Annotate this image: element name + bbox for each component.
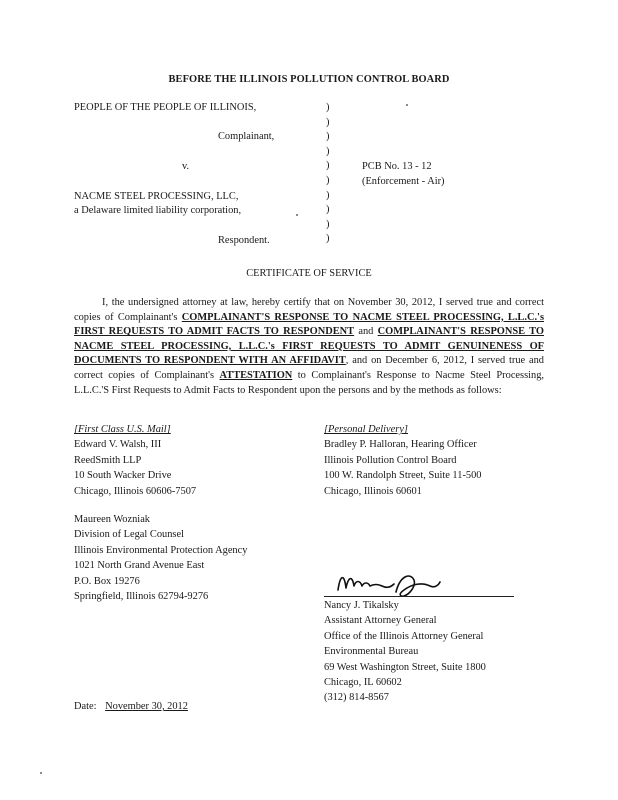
- signature-line: [324, 596, 514, 597]
- address-line: Division of Legal Counsel: [74, 529, 184, 541]
- signature-block: [324, 598, 486, 706]
- address-line: Springfield, Illinois 62794-9276: [74, 591, 209, 603]
- paren: ): [326, 204, 330, 216]
- page-title: BEFORE THE ILLINOIS POLLUTION CONTROL BOARD: [168, 74, 450, 85]
- signer-name: Nancy J. Tikalsky: [324, 600, 399, 611]
- address-line: 10 South Wacker Drive: [74, 470, 172, 482]
- case-number: PCB No. 13 - 12: [362, 161, 432, 172]
- paren: ): [326, 160, 330, 172]
- service-recipient-left-2: [74, 512, 247, 604]
- caption-versus: v.: [182, 161, 190, 172]
- scan-speck: [406, 104, 408, 106]
- document-title-3: ATTESTATION: [219, 369, 293, 381]
- date-line: [74, 700, 188, 713]
- address-line: Bradley P. Halloran, Hearing Officer: [324, 439, 477, 451]
- paren: ): [326, 131, 330, 143]
- address-line: P.O. Box 19276: [74, 575, 140, 587]
- body-outro: to Complainant's Response to Nacme Steel Processing, L.L.C.'S First Requests to Admit Facts to Respondent upon the persons and by the methods as follows:: [74, 369, 544, 396]
- signer-line: Environmental Bureau: [324, 646, 419, 658]
- paren: ): [326, 174, 330, 186]
- address-line: Edward V. Walsh, III: [74, 439, 162, 451]
- address-line: Chicago, Illinois 60606-7507: [74, 485, 197, 497]
- scan-speck: [296, 214, 298, 216]
- service-method: [First Class U.S. Mail]: [74, 424, 171, 435]
- signer-line: Assistant Attorney General: [324, 615, 437, 627]
- paren: ): [326, 145, 330, 157]
- caption-plaintiff: PEOPLE OF THE PEOPLE OF ILLINOIS,: [74, 102, 257, 113]
- case-type: (Enforcement - Air): [362, 176, 445, 187]
- date-label: Date:: [74, 701, 97, 712]
- caption-parentheses: [326, 101, 329, 247]
- certificate-title: CERTIFICATE OF SERVICE: [246, 268, 372, 279]
- address-line: Chicago, Illinois 60601: [324, 485, 422, 497]
- signer-line: Office of the Illinois Attorney General: [324, 630, 484, 642]
- service-recipient-left: [74, 422, 196, 499]
- paren: ): [326, 233, 330, 245]
- address-line: Maureen Wozniak: [74, 514, 151, 525]
- signer-line: (312) 814-8567: [324, 692, 389, 704]
- body-and: and: [354, 326, 378, 338]
- address-line: Illinois Pollution Control Board: [324, 454, 457, 466]
- paren: ): [326, 189, 330, 201]
- paren: ): [326, 102, 330, 113]
- handwritten-signature: [330, 566, 460, 600]
- paren: ): [326, 116, 330, 128]
- scan-speck: [40, 772, 42, 774]
- body-mid: , and on December 6, 2012, I served true and correct copies of Complainant's: [74, 355, 544, 381]
- service-recipient-right: [324, 422, 482, 499]
- document-title-1: COMPLAINANT'S RESPONSE TO NACME STEEL PROCESSING, L.L.C.'s FIRST REQUESTS TO ADMIT FACTS TO RESPONDENT: [74, 311, 544, 338]
- caption-defendant-desc: a Delaware limited liability corporation,: [74, 205, 242, 216]
- caption-defendant-role: Respondent.: [218, 235, 270, 246]
- signer-line: Chicago, IL 60602: [324, 677, 402, 689]
- paren: ): [326, 218, 330, 230]
- caption-defendant: NACME STEEL PROCESSING, LLC,: [74, 191, 239, 202]
- body-intro: I, the undersigned attorney at law, hereby certify that on November 30, 2012, I served true and correct copies of Complainant's: [74, 297, 544, 323]
- address-line: 100 W. Randolph Street, Suite 11-500: [324, 470, 482, 482]
- address-line: ReedSmith LLP: [74, 454, 142, 466]
- address-line: 1021 North Grand Avenue East: [74, 560, 205, 572]
- service-method: [Personal Delivery]: [324, 424, 408, 435]
- date-value: November 30, 2012: [105, 701, 188, 712]
- caption-plaintiff-role: Complainant,: [218, 131, 275, 142]
- certificate-body: [74, 296, 544, 398]
- signer-line: 69 West Washington Street, Suite 1800: [324, 661, 486, 673]
- document-title-2: COMPLAINANT'S RESPONSE TO NACME STEEL PROCESSING, L.L.C.'s FIRST REQUESTS TO ADMIT GENUINENESS OF DOCUMENTS TO RESPONDENT WITH AN AFFIDAVIT: [74, 326, 544, 367]
- address-line: Illinois Environmental Protection Agency: [74, 544, 248, 556]
